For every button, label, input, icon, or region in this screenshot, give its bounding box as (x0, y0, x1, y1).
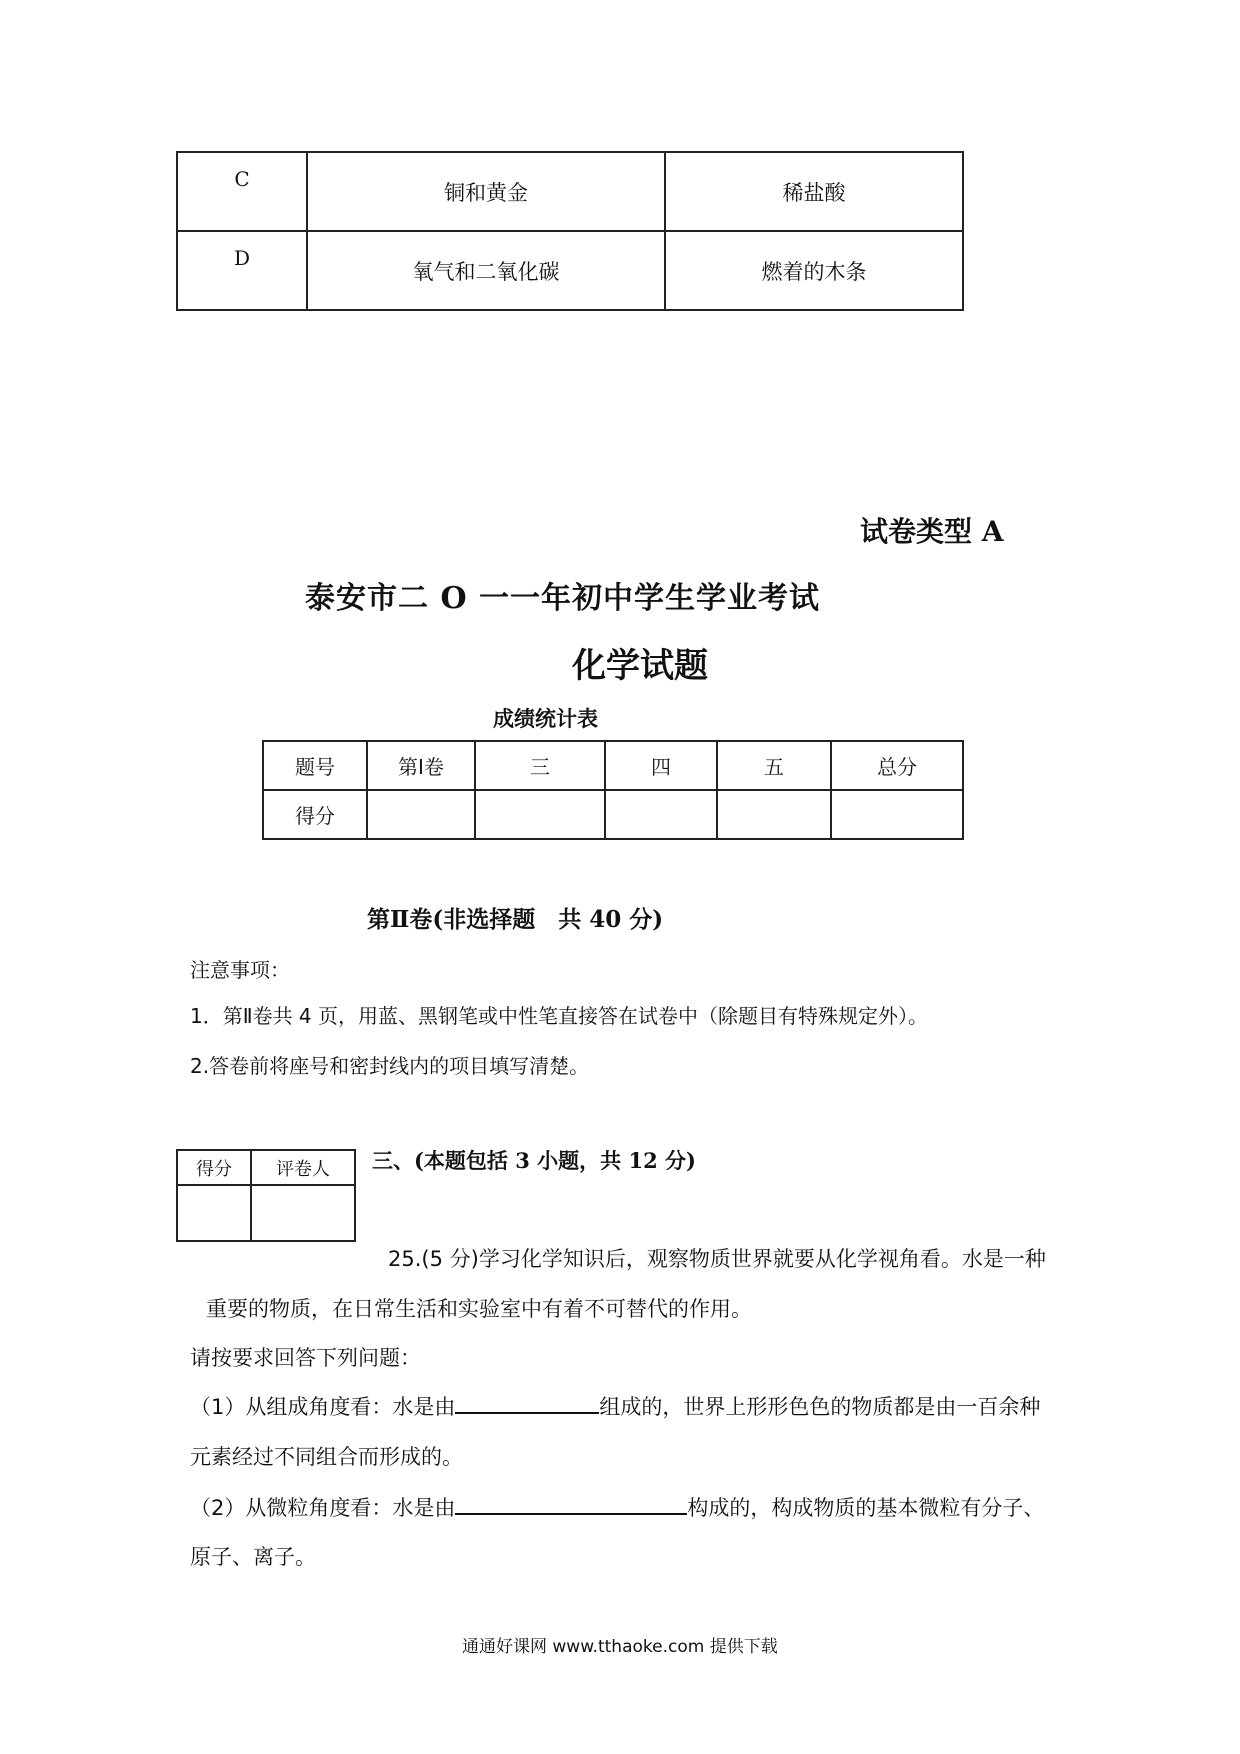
grader-cell[interactable] (251, 1185, 355, 1241)
option-reagent: 稀盐酸 (665, 152, 963, 231)
option-item: 铜和黄金 (307, 152, 665, 231)
score-table-caption: 成绩统计表 (493, 706, 598, 731)
row-label: 得分 (263, 790, 367, 839)
question-25-part2 (190, 1492, 1044, 1522)
score-cell[interactable] (605, 790, 717, 839)
question-25-text: 重要的物质，在日常生活和实验室中有着不可替代的作用。 (206, 1297, 752, 1321)
section3-title: 三、(本题包括 3 小题，共 12 分) (372, 1148, 696, 1173)
score-cell[interactable] (367, 790, 475, 839)
score-cell[interactable] (717, 790, 831, 839)
option-reagent: 燃着的木条 (665, 231, 963, 310)
header-cell: 题号 (263, 741, 367, 790)
score-cell[interactable] (177, 1185, 251, 1241)
grader-label: 评卷人 (251, 1150, 355, 1185)
score-cell[interactable] (475, 790, 605, 839)
question-25-part1 (190, 1391, 1040, 1421)
subject-title: 化学试题 (572, 646, 708, 686)
question-25-part1-cont: 元素经过不同组合而形成的。 (190, 1445, 463, 1469)
table-row (177, 152, 963, 231)
header-cell: 总分 (831, 741, 963, 790)
table-header-row (177, 1150, 355, 1185)
exam-title: 泰安市二 O 一一年初中学生学业考试 (305, 581, 821, 616)
part1-prefix: （1）从组成角度看：水是由 (190, 1395, 456, 1419)
table-row (177, 1185, 355, 1241)
table-row (263, 790, 963, 839)
score-cell[interactable] (831, 790, 963, 839)
answer-blank[interactable] (455, 1493, 687, 1515)
question-25-text: 25.(5 分)学习化学知识后，观察物质世界就要从化学视角看。水是一种 (388, 1247, 1046, 1271)
part2-prefix: （2）从微粒角度看：水是由 (190, 1496, 456, 1520)
part2-suffix: 构成的，构成物质的基本微粒有分子、 (687, 1496, 1045, 1520)
header-cell: 第Ⅰ卷 (367, 741, 475, 790)
notes-heading: 注意事项： (190, 958, 290, 982)
note-item: 1．第Ⅱ卷共 4 页，用蓝、黑钢笔或中性笔直接答在试卷中（除题目有特殊规定外）。 (190, 1004, 929, 1028)
option-label: D (177, 231, 307, 310)
score-summary-table (262, 740, 964, 840)
option-item: 氧气和二氧化碳 (307, 231, 665, 310)
option-label: C (177, 152, 307, 231)
footer-text: 通通好课网 www.tthaoke.com 提供下载 (462, 1637, 778, 1657)
options-table (176, 151, 964, 311)
question-25-part2-cont: 原子、离子。 (190, 1545, 316, 1569)
header-cell: 三 (475, 741, 605, 790)
note-item: 2.答卷前将座号和密封线内的项目填写清楚。 (190, 1054, 590, 1078)
header-cell: 五 (717, 741, 831, 790)
header-cell: 四 (605, 741, 717, 790)
question-25-instruction: 请按要求回答下列问题： (190, 1346, 421, 1370)
part2-title: 第Ⅱ卷(非选择题 共 40 分) (367, 906, 664, 933)
paper-type-label: 试卷类型 A (860, 515, 1004, 548)
answer-blank[interactable] (455, 1392, 599, 1414)
table-header-row (263, 741, 963, 790)
grader-table (176, 1149, 356, 1242)
score-label: 得分 (177, 1150, 251, 1185)
table-row (177, 231, 963, 310)
part1-suffix: 组成的，世界上形形色色的物质都是由一百余种 (599, 1395, 1041, 1419)
